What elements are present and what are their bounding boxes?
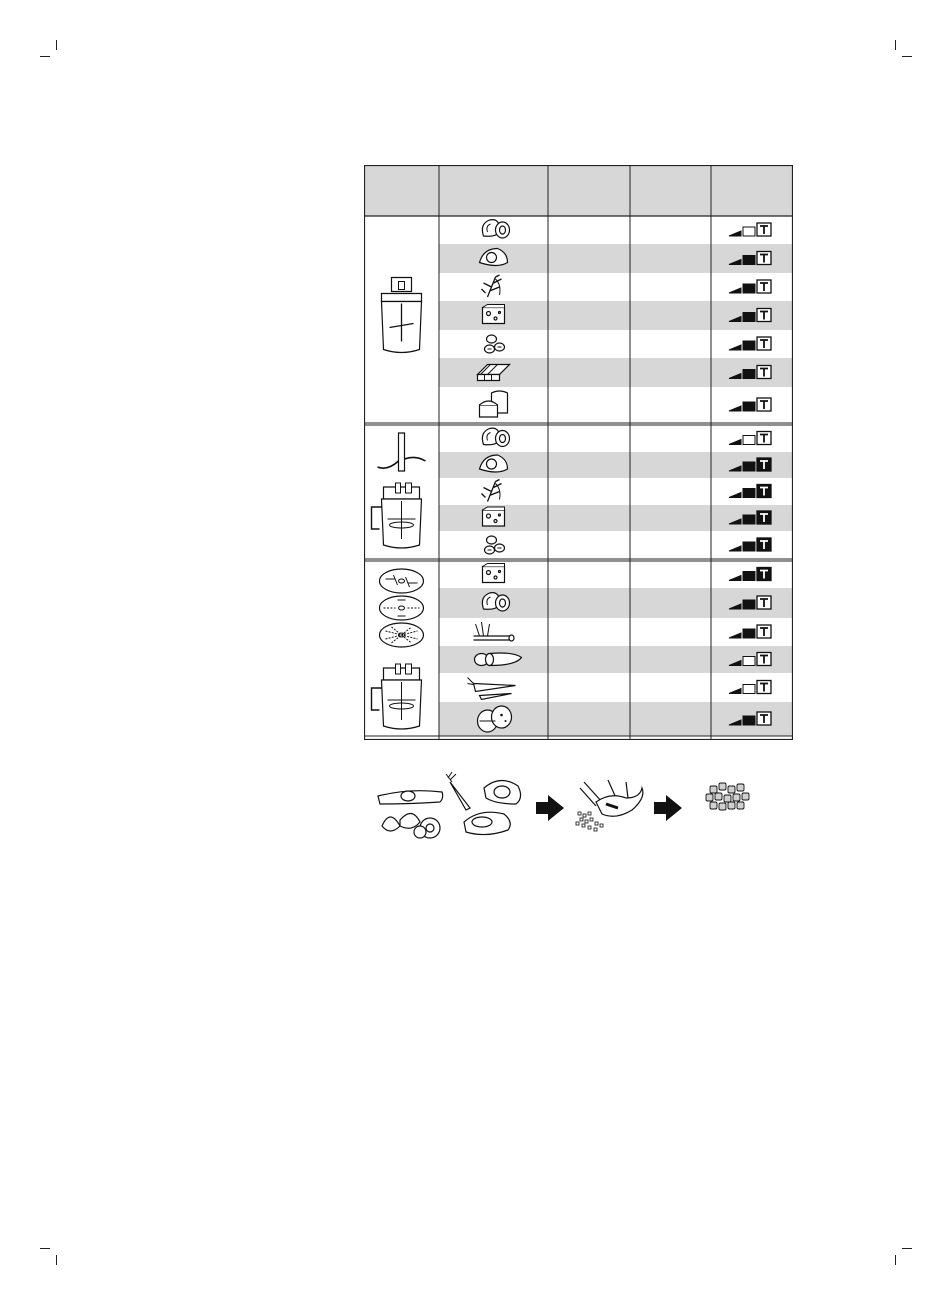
table-row bbox=[439, 387, 793, 423]
table-row bbox=[439, 646, 793, 673]
table-row bbox=[439, 330, 793, 358]
processing-table bbox=[364, 165, 793, 740]
crop-mark bbox=[902, 1248, 912, 1249]
processing-table-svg bbox=[364, 165, 793, 740]
table-row bbox=[439, 531, 793, 559]
table-row bbox=[439, 244, 793, 273]
processing-sequence-svg bbox=[370, 768, 770, 848]
table-row bbox=[439, 478, 793, 505]
table-header bbox=[364, 165, 793, 216]
cheese-icon bbox=[483, 305, 505, 324]
arrow-right-icon bbox=[654, 795, 682, 821]
cubes-icon bbox=[706, 783, 749, 810]
crop-mark bbox=[40, 56, 50, 57]
table-row bbox=[439, 588, 793, 618]
table-row bbox=[439, 452, 793, 478]
crop-mark bbox=[902, 56, 912, 57]
table-row bbox=[439, 273, 793, 301]
table-row bbox=[439, 702, 793, 736]
table-row bbox=[439, 618, 793, 646]
hand-cutting-icon bbox=[576, 780, 643, 831]
onion-icon bbox=[482, 428, 509, 446]
cheese-icon bbox=[483, 564, 505, 583]
grating-disc-icon bbox=[380, 569, 424, 593]
table-row bbox=[439, 301, 793, 330]
table-row bbox=[439, 216, 793, 244]
table-row bbox=[439, 673, 793, 702]
crop-mark bbox=[56, 40, 57, 50]
slicing-disc-icon bbox=[380, 596, 424, 620]
crop-mark bbox=[895, 40, 896, 50]
crop-mark bbox=[56, 1255, 57, 1265]
fine-disc-icon bbox=[380, 623, 424, 647]
onion-icon bbox=[482, 593, 509, 611]
onion-icon bbox=[482, 220, 509, 238]
whole-ingredients-icon bbox=[378, 772, 521, 838]
table-row bbox=[439, 358, 793, 387]
cheese-icon bbox=[483, 507, 505, 526]
arrow-right-icon bbox=[536, 795, 564, 821]
table-row bbox=[439, 425, 793, 452]
crop-mark bbox=[40, 1248, 50, 1249]
processing-sequence bbox=[370, 768, 770, 848]
table-row bbox=[439, 561, 793, 588]
table-row bbox=[439, 505, 793, 531]
crop-mark bbox=[895, 1255, 896, 1265]
